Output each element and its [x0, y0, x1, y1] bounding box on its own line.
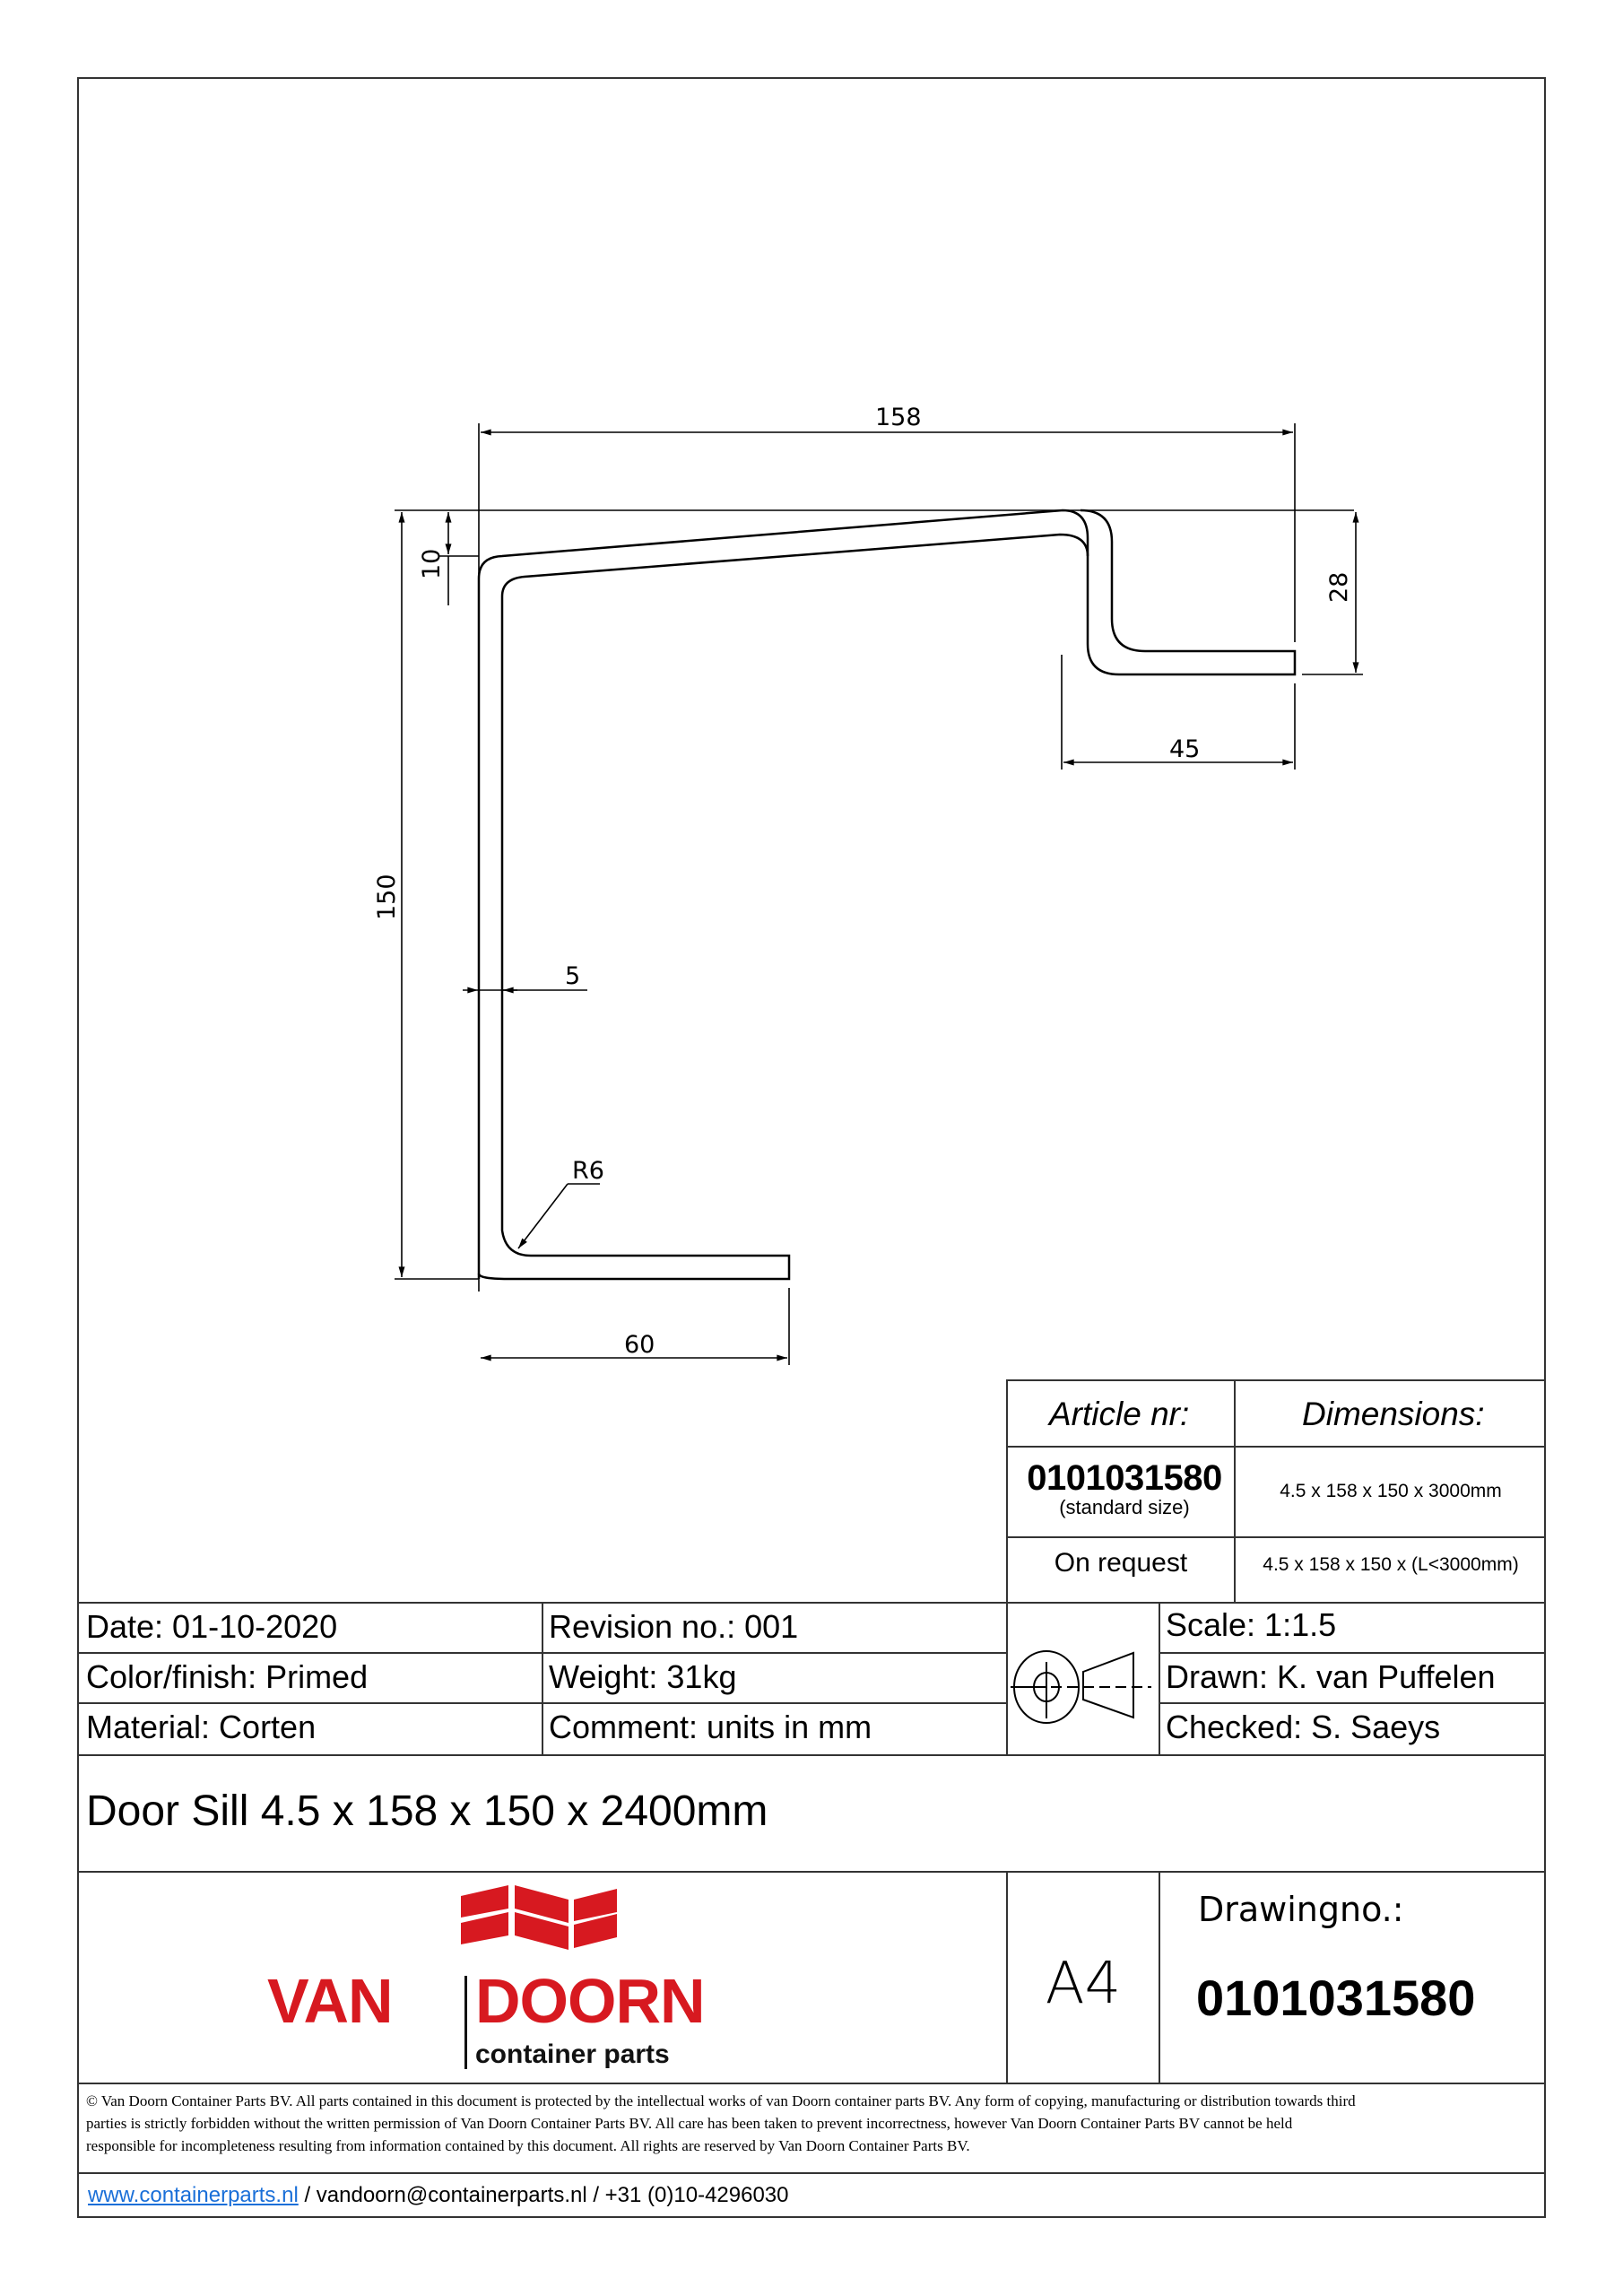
dim-label-150: 150: [373, 874, 401, 920]
contact-details: / vandoorn@containerparts.nl / +31 (0)10-4296030: [298, 2183, 789, 2207]
legal-line: © Van Doorn Container Parts BV. All parts contained in this document is protected by the intellectual works of van Doorn container parts BV. Any form of copying, manufacturing or distribution towards third: [86, 2092, 1356, 2109]
revision-field: Revision no.: 001: [549, 1608, 799, 1645]
weight-field: Weight: 31kg: [549, 1658, 737, 1695]
article-on-request: On request: [1054, 1548, 1188, 1578]
material-field: Material: Corten: [86, 1709, 317, 1745]
website-link[interactable]: www.containerparts.nl: [88, 2183, 299, 2207]
checked-field: Checked: S. Saeys: [1166, 1709, 1441, 1745]
scale-field: Scale: 1:1.5: [1166, 1606, 1337, 1643]
article-header: Article nr:: [1049, 1396, 1190, 1432]
color-finish-field: Color/finish: Primed: [86, 1658, 369, 1695]
comment-field: Comment: units in mm: [549, 1709, 872, 1745]
dimensions-header: Dimensions:: [1302, 1396, 1485, 1432]
dimensions-standard: 4.5 x 158 x 150 x 3000mm: [1280, 1481, 1502, 1501]
dim-label-28: 28: [1325, 571, 1353, 603]
date-field: Date: 01-10-2020: [86, 1608, 338, 1645]
dim-label-5: 5: [565, 962, 581, 990]
dim-label-45: 45: [1169, 735, 1201, 763]
dim-label-r6: R6: [572, 1157, 604, 1185]
legal-notice: [86, 2090, 1539, 2157]
first-angle-projection-icon: [1008, 1648, 1159, 1738]
van-doorn-mark-icon: [459, 1885, 621, 1952]
dim-label-60: 60: [624, 1331, 655, 1359]
paper-size: A4: [1045, 1951, 1122, 2017]
dimensions-on-request: 4.5 x 158 x 150 x (L<3000mm): [1263, 1554, 1519, 1575]
legal-line: parties is strictly forbidden without the written permission of Van Doorn Container Parts BV. All care has been taken to prevent incorrectness, however Van Doorn Container Parts BV cannot be held: [86, 2115, 1293, 2132]
article-number-standard: 0101031580: [1027, 1458, 1222, 1498]
logo-tagline: container parts: [475, 2039, 670, 2069]
dim-label-10: 10: [418, 548, 446, 579]
drawn-field: Drawn: K. van Puffelen: [1166, 1658, 1496, 1695]
article-note: (standard size): [1059, 1496, 1190, 1518]
drawingno-label: Drawingno.:: [1198, 1890, 1404, 1929]
logo-van: VAN: [267, 1966, 393, 2036]
drawing-title: Door Sill 4.5 x 158 x 150 x 2400mm: [86, 1787, 768, 1835]
logo-divider: [464, 1976, 467, 2069]
contact-line: [88, 2185, 789, 2206]
logo-doorn: DOORN: [475, 1966, 705, 2036]
drawing-number: 0101031580: [1196, 1970, 1476, 2026]
dim-label-158: 158: [875, 404, 922, 431]
legal-line: responsible for incompleteness resulting from information contained by this document. All rights are reserved by Van Doorn Container Parts BV.: [86, 2137, 970, 2154]
